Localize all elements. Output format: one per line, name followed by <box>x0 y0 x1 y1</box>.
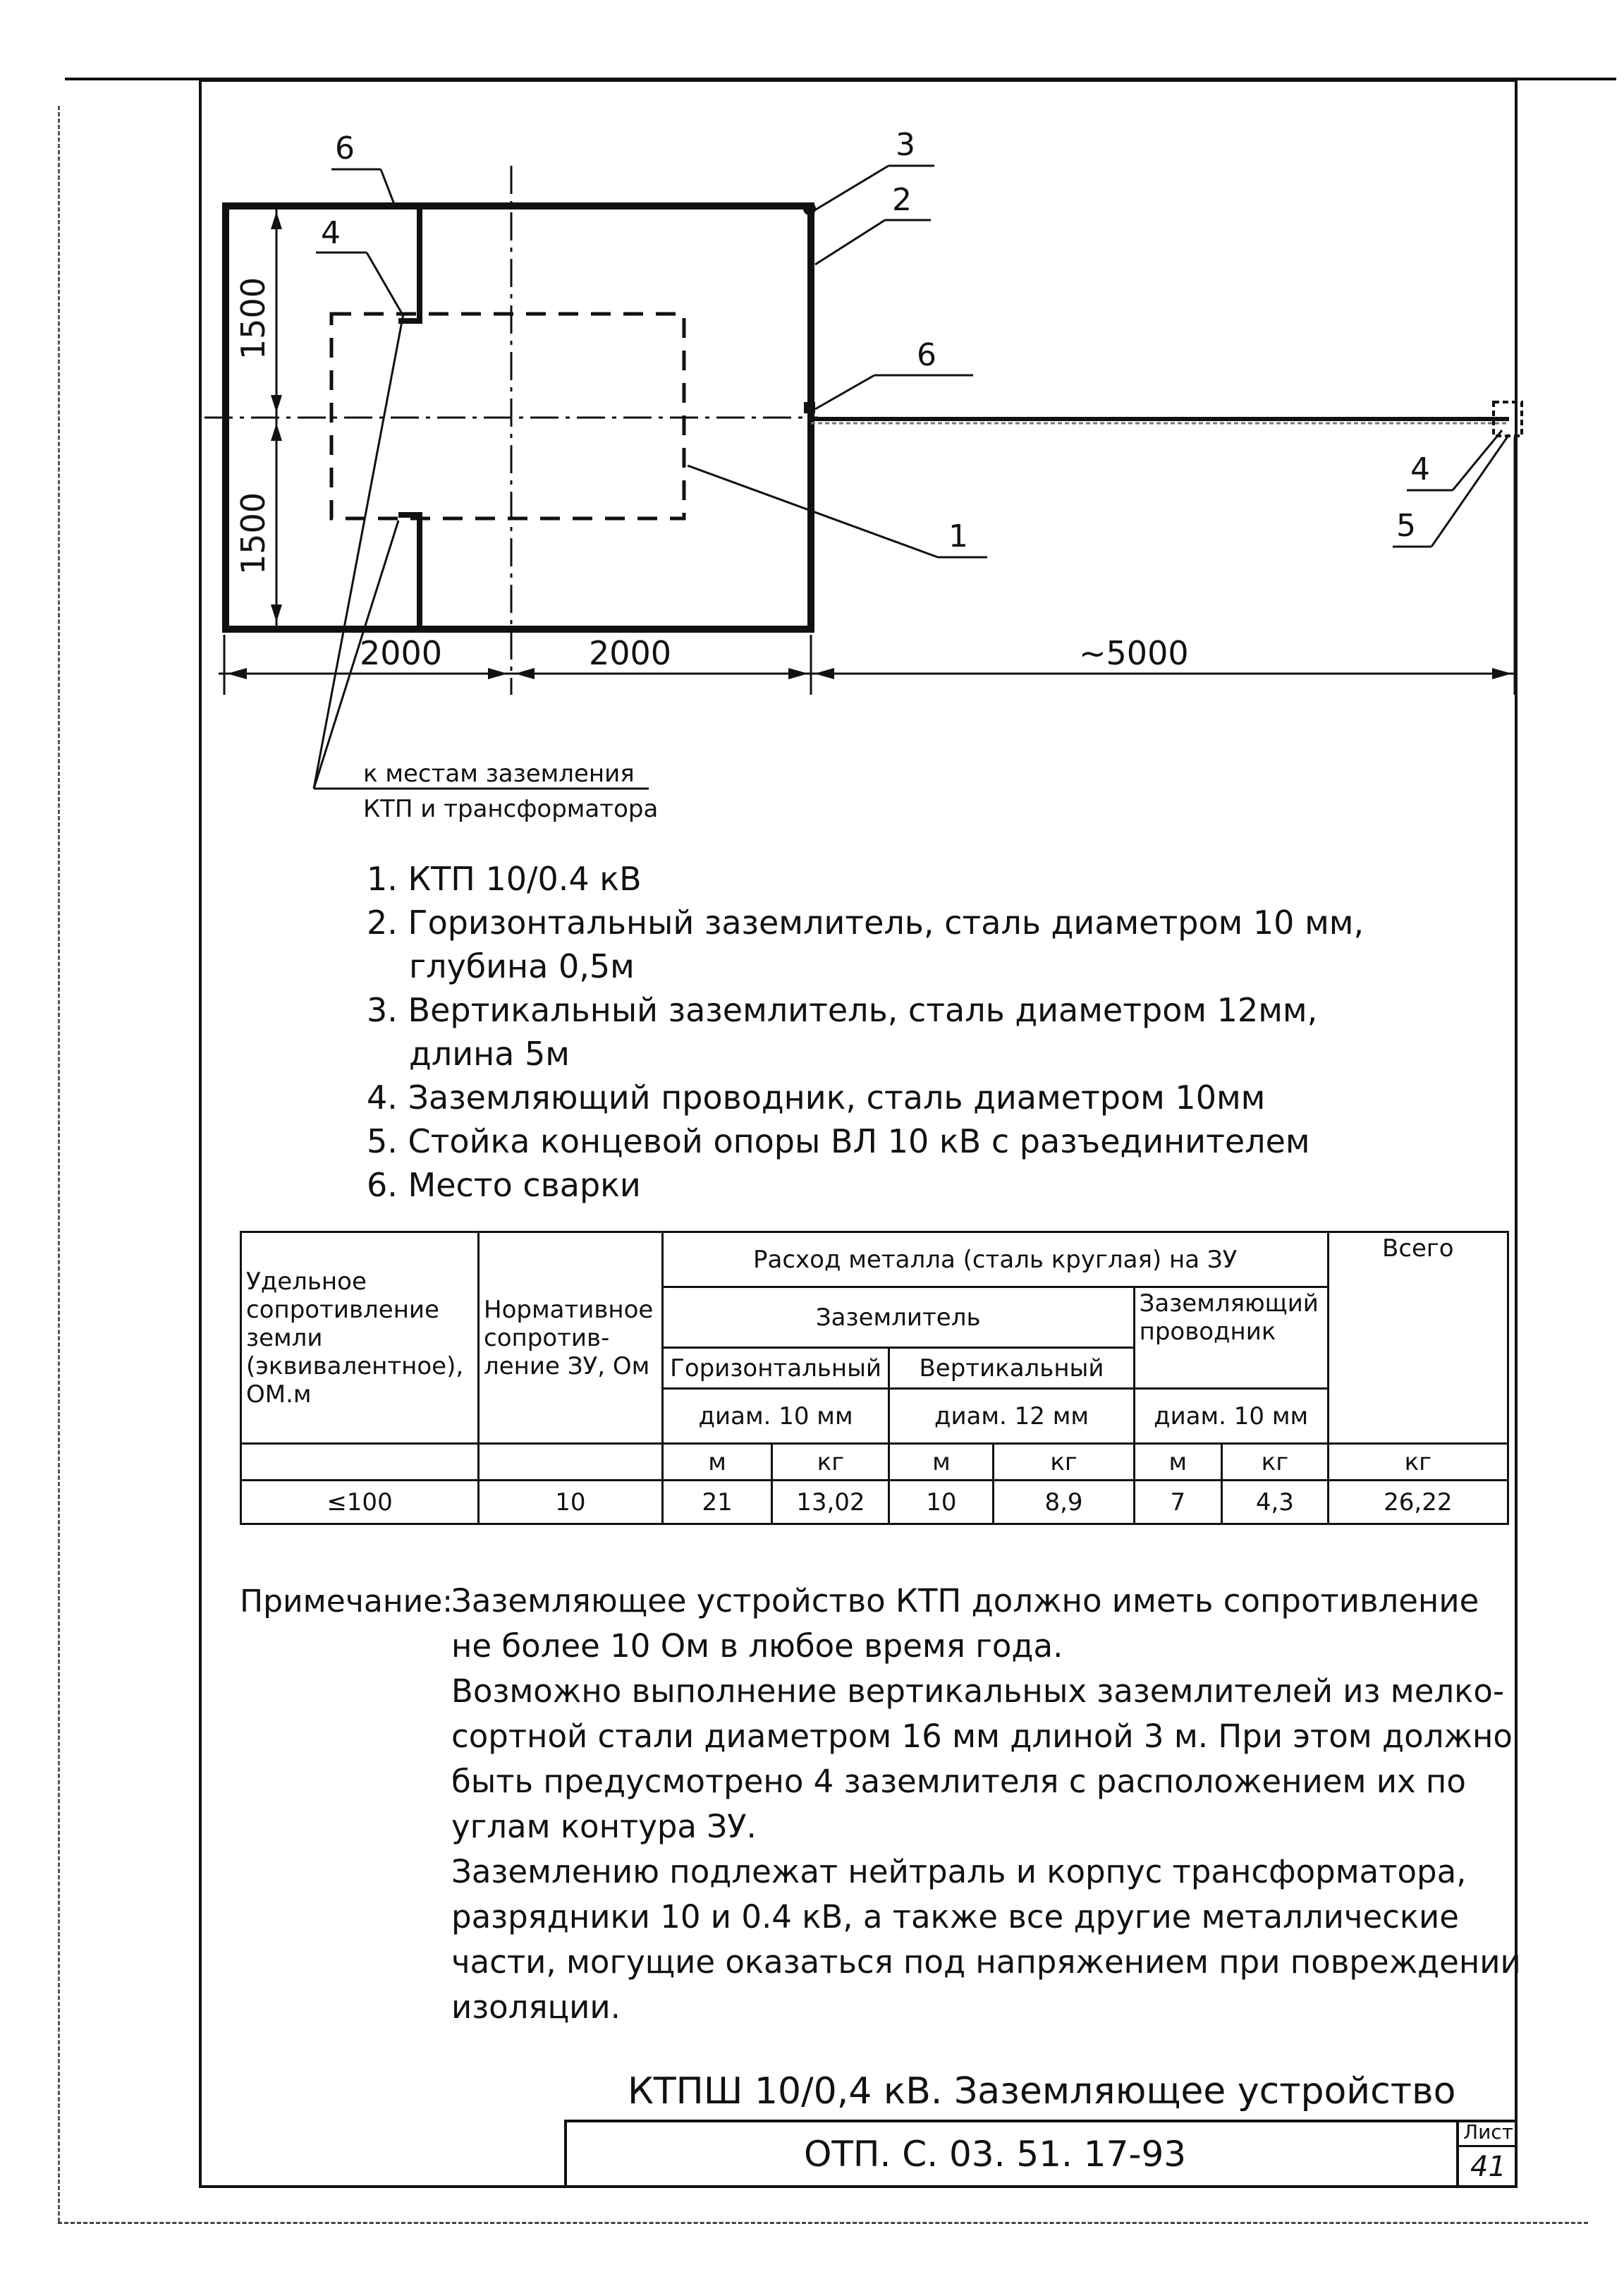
legend-list <box>367 857 1424 1207</box>
callout-5: 5 <box>1396 508 1416 544</box>
legend-item-3: 3. Вертикальный заземлитель, сталь диаметром 12мм, <box>367 991 1318 1029</box>
dim-height-top: 1500 <box>234 276 272 360</box>
unit-cell: кг <box>1222 1444 1329 1481</box>
callout-1: 1 <box>948 518 968 554</box>
dim-height-bottom: 1500 <box>234 492 272 575</box>
header-diam-10-conductor: диам. 10 мм <box>1134 1389 1328 1444</box>
drawing-title: КТПШ 10/0,4 кВ. Заземляющее устройство <box>628 2070 1456 2113</box>
legend-item-6: 6. Место сварки <box>367 1166 641 1204</box>
dim-width-right: ~5000 <box>1079 634 1189 672</box>
grounding-note-line2: КТП и трансформатора <box>363 795 659 823</box>
unit-cell: кг <box>772 1444 889 1481</box>
weld-point-marker <box>804 402 815 413</box>
sheet-number: 41 <box>1470 2151 1506 2183</box>
callout-4-right: 4 <box>1410 451 1430 487</box>
dim-width-mid: 2000 <box>589 634 672 672</box>
legend-item-2-cont: глубина 0,5м <box>409 947 635 985</box>
header-electrode: Заземлитель <box>662 1287 1134 1348</box>
callout-6-right: 6 <box>917 337 936 373</box>
callout-2: 2 <box>892 182 912 218</box>
header-conductor: Заземляющий проводник <box>1134 1287 1328 1389</box>
note-text: Заземляющее устройство КТП должно иметь сопротивление не более 10 Ом в любое время года. Возможно выполнение вертикальных заземлителей из мелко- сортной стали диаметром 16 мм длиной 3 м. При этом должно быть предусмотрено 4 заземлителя с расположением их по углам контура ЗУ. Заземлению подлежат нейтраль и корпус трансформатора, разрядники 10 и 0.4 кВ, а также все другие металлические части, могущие оказаться под напряжением при повреждении изоляции. <box>451 1582 1521 2026</box>
header-norm-resistance: Нормативное сопротив- ление ЗУ, Ом <box>479 1232 663 1444</box>
header-vertical: Вертикальный <box>889 1348 1134 1389</box>
unit-cell: кг <box>994 1444 1134 1481</box>
callout-3: 3 <box>896 127 915 163</box>
vertical-electrode-marker <box>803 202 816 215</box>
header-diam-12: диам. 12 мм <box>889 1389 1134 1444</box>
sheet-box <box>1456 2120 1518 2188</box>
metal-consumption-table <box>240 1231 1509 1525</box>
legend-item-3-cont: длина 5м <box>409 1035 570 1073</box>
legend-item-4: 4. Заземляющий проводник, сталь диаметром 10мм <box>367 1078 1266 1117</box>
page-bottom-cut-line <box>58 2222 1588 2224</box>
header-horizontal: Горизонтальный <box>662 1348 889 1389</box>
unit-cell: м <box>662 1444 772 1481</box>
table-row: ≤100 10 21 13,02 10 8,9 7 4,3 26,22 <box>241 1481 1508 1524</box>
header-total: Всего <box>1328 1232 1508 1444</box>
callout-4-left: 4 <box>321 215 341 251</box>
header-resistivity: Удельное сопротивление земли (эквивалентное), ОМ.м <box>241 1232 479 1444</box>
unit-cell: кг <box>1328 1444 1508 1481</box>
dim-width-left: 2000 <box>360 634 443 672</box>
header-metal-consumption: Расход металла (сталь круглая) на ЗУ <box>662 1232 1328 1287</box>
header-diam-10-horizontal: диам. 10 мм <box>662 1389 889 1444</box>
unit-cell: м <box>1134 1444 1222 1481</box>
sheet-label: Лист <box>1459 2120 1518 2147</box>
units-row <box>241 1444 1508 1481</box>
grounding-note-line1: к местам заземления <box>363 760 635 788</box>
unit-cell: м <box>889 1444 994 1481</box>
note-label: Примечание: <box>240 1584 453 1620</box>
grounding-plan-drawing <box>0 0 1624 846</box>
legend-item-2: 2. Горизонтальный заземлитель, сталь диаметром 10 мм, <box>367 904 1364 942</box>
document-code: ОТП. С. 03. 51. 17-93 <box>804 2134 1187 2175</box>
legend-item-1: 1. КТП 10/0.4 кВ <box>367 860 642 898</box>
legend-item-5: 5. Стойка концевой опоры ВЛ 10 кВ с разъединителем <box>367 1122 1310 1160</box>
callout-6-top: 6 <box>335 130 355 166</box>
